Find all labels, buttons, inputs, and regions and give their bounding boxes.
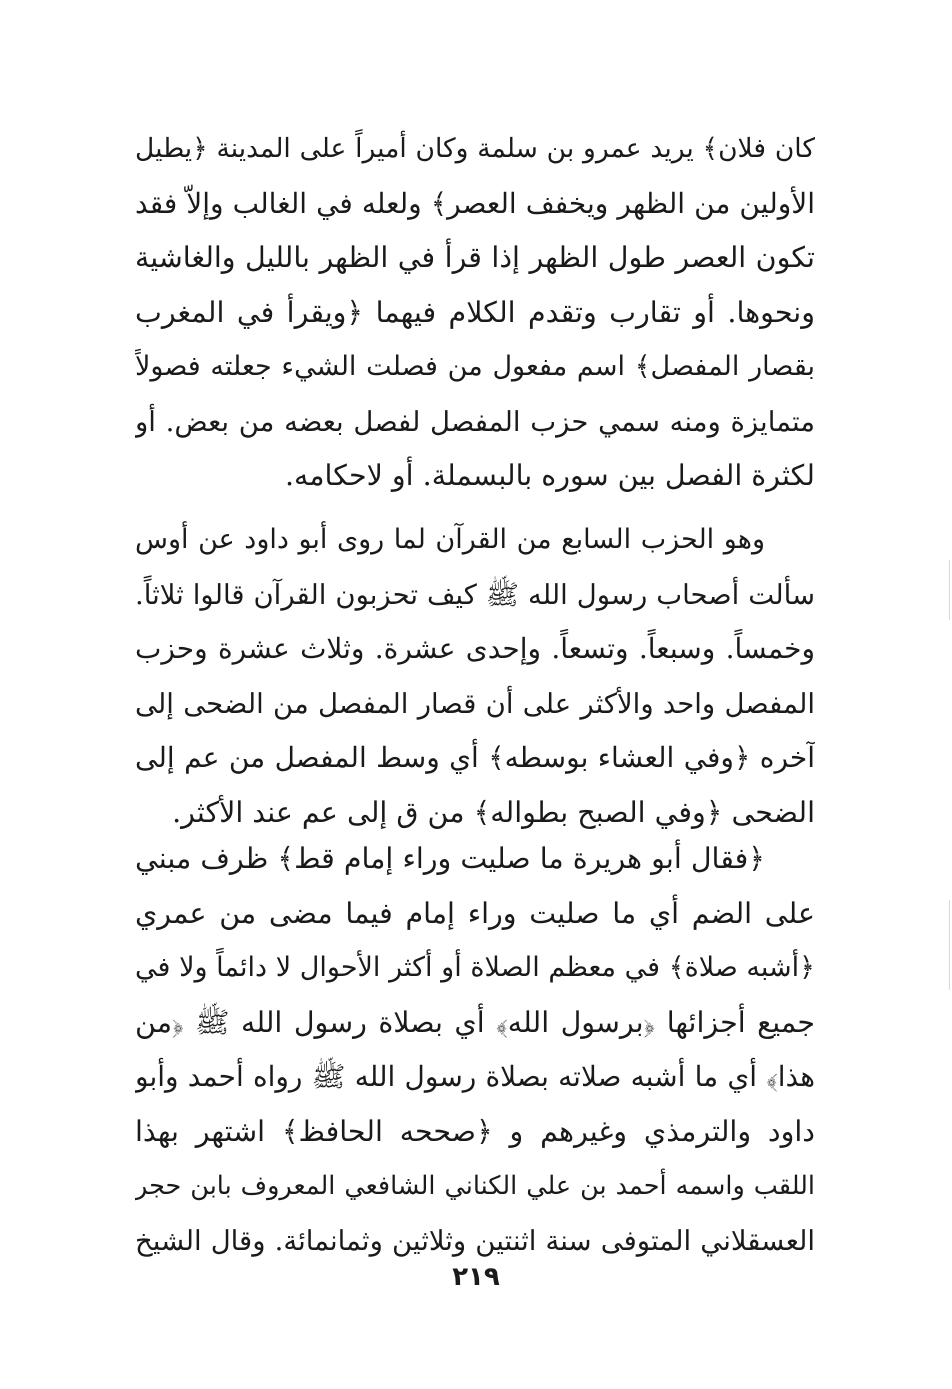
- text-line: داود والترمذي وغيرهم و ﴿صححه الحافظ﴾ اشتهر بهذا: [135, 1114, 815, 1148]
- text-line: جميع أجزائها ﴿برسول الله﴾ أي بصلاة رسول الله ﷺ ﴿من: [135, 1005, 815, 1039]
- text-line: سألت أصحاب رسول الله ﷺ كيف تحزبون القرآن قالوا ثلاثاً.: [135, 578, 815, 611]
- text-line: آخره ﴿وفي العشاء بوسطه﴾ أي وسط المفصل من عم إلى: [135, 741, 815, 774]
- text-line: العسقلاني المتوفى سنة اثنتين وثلاثين وثمانمائة. وقال الشيخ: [135, 1224, 815, 1257]
- text-line: بقصار المفصل﴾ اسم مفعول من فصلت الشيء جعلته فصولاً: [135, 351, 815, 382]
- text-line: ﴿أشبه صلاة﴾ في معظم الصلاة أو أكثر الأحوال لا دائماً ولا في: [135, 952, 815, 983]
- paragraph-3: [135, 832, 815, 1268]
- text-line: تكون العصر طول الظهر إذا قرأ في الظهر بالليل والغاشية: [135, 241, 815, 274]
- text-line: على الضم أي ما صليت وراء إمام فيما مضى من عمري: [135, 896, 815, 930]
- text-line: هذا﴾ أي ما أشبه صلاته بصلاة رسول الله ﷺ رواه أحمد وأبو: [135, 1060, 815, 1093]
- text-line: وهو الحزب السابع من القرآن لما روى أبو داود عن أوس: [135, 524, 765, 555]
- text-line: لكثرة الفصل بين سوره بالبسملة. أو لاحكامه.: [284, 459, 815, 492]
- text-line: الأولين من الظهر ويخفف العصر﴾ ولعله في الغالب وإلاّ فقد: [135, 186, 815, 220]
- scan-edge-mark: [949, 560, 950, 620]
- text-line: الضحى ﴿وفي الصبح بطواله﴾ من ق إلى عم عند الأكثر.: [172, 795, 815, 829]
- text-line: متمايزة ومنه سمي حزب المفصل لفصل بعضه من بعض. أو: [135, 405, 815, 438]
- page-number: ٢١٩: [452, 1262, 500, 1292]
- text-line: ﴿فقال أبو هريرة ما صليت وراء إمام قط﴾ ظرف مبني: [135, 842, 765, 875]
- text-line: اللقب واسمه أحمد بن علي الكناني الشافعي المعروف بابن حجر: [135, 1171, 815, 1201]
- text-line: كان فلان﴾ يريد عمرو بن سلمة وكان أميراً على المدينة ﴿يطيل: [135, 133, 815, 164]
- text-line: وخمساً. وسبعاً. وتسعاً. وإحدى عشرة. وثلاث عشرة وحزب: [135, 632, 815, 665]
- paragraph-1: [135, 122, 815, 504]
- paragraph-2: [135, 513, 815, 840]
- text-line: المفصل واحد والأكثر على أن قصار المفصل من الضحى إلى: [135, 687, 815, 720]
- scan-edge-mark: [949, 900, 950, 990]
- text-line: ونحوها. أو تقارب وتقدم الكلام فيهما ﴿ويقرأ في المغرب: [135, 295, 815, 329]
